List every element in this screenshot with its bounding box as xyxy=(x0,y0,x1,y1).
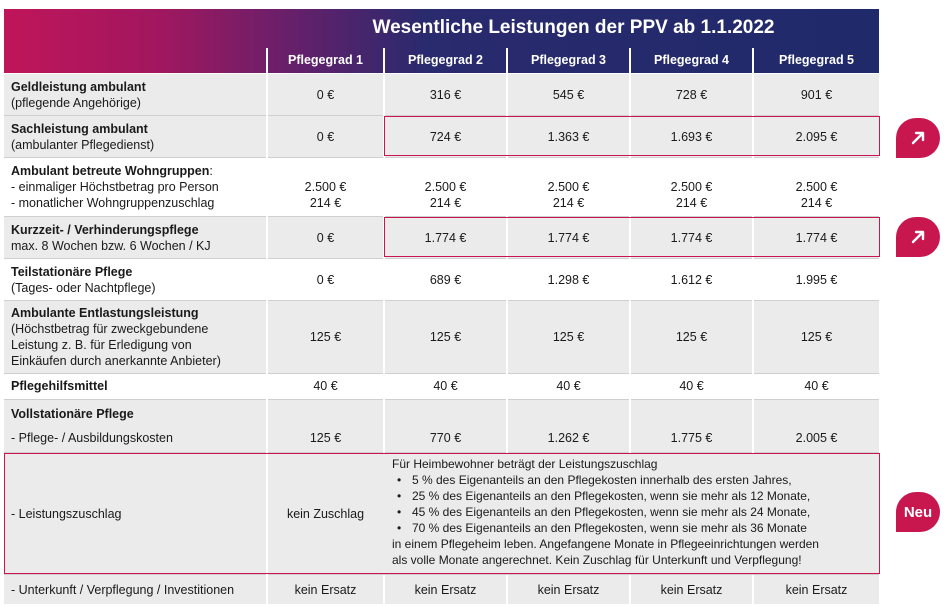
cell-entl-pg2: 125 € xyxy=(429,330,462,344)
cell-unter-pg2: kein Ersatz xyxy=(414,583,477,597)
cell-value: 2.500 € xyxy=(670,180,713,194)
row-subtitle: (Tages- oder Nachtpflege) xyxy=(11,281,156,295)
increase-badge-kurz xyxy=(896,217,940,257)
row-subtitle: Leistung z. B. für Erledigung von xyxy=(11,338,192,352)
row-label-wohn xyxy=(11,163,219,211)
cell-entl-pg1: 125 € xyxy=(309,330,342,344)
column-header-pg1: Pflegegrad 1 xyxy=(287,53,364,67)
row-title: Ambulante Entlastungsleistung xyxy=(11,306,199,320)
cell-value: 214 € xyxy=(309,196,342,210)
new-badge: Neu xyxy=(896,492,940,532)
note-bullet: • 5 % des Eigenanteils an den Pflegekosten innerhalb des ersten Jahres, xyxy=(392,472,877,488)
note-intro: Für Heimbewohner beträgt der Leistungszuschlag xyxy=(392,457,658,471)
cell-unter-pg5: kein Ersatz xyxy=(785,583,848,597)
cell-value: 2.500 € xyxy=(304,180,347,194)
row-label-voll xyxy=(11,406,134,422)
cell-value: 2.500 € xyxy=(547,180,590,194)
row-subtitle: (Höchstbetrag für zweckgebundene xyxy=(11,322,209,336)
row-sublabel-voll: - Pflege- / Ausbildungskosten xyxy=(11,431,173,445)
cell-voll-pg4: 1.775 € xyxy=(670,431,713,445)
row-subtitle: - monatlicher Wohngruppenzuschlag xyxy=(11,196,215,210)
row-divider xyxy=(4,399,879,400)
row-divider xyxy=(4,373,879,374)
note-outro: in einem Pflegeheim leben. Angefangene Monate in Pflegeeinrichtungen werden xyxy=(392,537,819,551)
cell-sach-pg4: 1.693 € xyxy=(670,130,713,144)
row-label-teil xyxy=(11,264,156,296)
row-title: Ambulant betreute Wohngruppen xyxy=(11,164,210,178)
cell-sach-pg5: 2.095 € xyxy=(795,130,838,144)
row-label-zuschlag: - Leistungszuschlag xyxy=(11,507,122,521)
cell-kurz-pg1: 0 € xyxy=(316,231,335,245)
row-subtitle: - einmaliger Höchstbetrag pro Person xyxy=(11,180,219,194)
cell-wohn-pg5 xyxy=(754,179,879,211)
cell-sach-pg2: 724 € xyxy=(429,130,462,144)
row-subtitle: Einkäufen durch anerkannte Anbieter) xyxy=(11,354,221,368)
cell-value: 214 € xyxy=(800,196,833,210)
row-title: Sachleistung ambulant xyxy=(11,122,148,136)
cell-entl-pg3: 125 € xyxy=(552,330,585,344)
cell-wohn-pg3 xyxy=(508,179,629,211)
cell-hilf-pg2: 40 € xyxy=(433,379,458,393)
cell-hilf-pg1: 40 € xyxy=(313,379,338,393)
cell-teil-pg3: 1.298 € xyxy=(547,273,590,287)
increase-badge-sach xyxy=(896,118,940,158)
cell-unter-pg4: kein Ersatz xyxy=(660,583,723,597)
cell-geld-pg1: 0 € xyxy=(316,88,335,102)
column-header-pg4: Pflegegrad 4 xyxy=(653,53,730,67)
cell-value: 2.500 € xyxy=(424,180,467,194)
row-divider xyxy=(4,574,879,575)
cell-value: 2.500 € xyxy=(795,180,838,194)
cell-geld-pg2: 316 € xyxy=(429,88,462,102)
row-label-entl xyxy=(11,305,221,369)
cell-kurz-pg3: 1.774 € xyxy=(547,231,590,245)
row-label-hilf xyxy=(11,378,108,394)
row-divider xyxy=(4,300,879,301)
row-label-sach xyxy=(11,121,154,153)
cell-value: 214 € xyxy=(675,196,708,210)
row-label-kurz xyxy=(11,222,211,254)
row-subtitle: (ambulanter Pflegedienst) xyxy=(11,138,155,152)
column-header-pg2: Pflegegrad 2 xyxy=(407,53,484,67)
row-title: Pflegehilfsmittel xyxy=(11,379,108,393)
cell-voll-pg3: 1.262 € xyxy=(547,431,590,445)
cell-geld-pg4: 728 € xyxy=(675,88,708,102)
row-subtitle: (pflegende Angehörige) xyxy=(11,96,141,110)
row-title: Teilstationäre Pflege xyxy=(11,265,133,279)
cell-wohn-pg4 xyxy=(631,179,752,211)
cell-teil-pg5: 1.995 € xyxy=(795,273,838,287)
note-bullet: • 45 % des Eigenanteils an den Pflegekosten, wenn sie mehr als 24 Monate, xyxy=(392,504,877,520)
row-label-unter: - Unterkunft / Verpflegung / Investitionen xyxy=(11,583,235,597)
cell-voll-pg2: 770 € xyxy=(429,431,462,445)
cell-zuschlag-pg1: kein Zuschlag xyxy=(286,507,365,521)
row-divider xyxy=(4,157,879,158)
cell-kurz-pg2: 1.774 € xyxy=(424,231,467,245)
cell-sach-pg1: 0 € xyxy=(316,130,335,144)
cell-sach-pg3: 1.363 € xyxy=(547,130,590,144)
row-title: Vollstationäre Pflege xyxy=(11,407,134,421)
cell-geld-pg3: 545 € xyxy=(552,88,585,102)
cell-wohn-pg2 xyxy=(385,179,506,211)
row-subtitle: max. 8 Wochen bzw. 6 Wochen / KJ xyxy=(11,239,211,253)
row-divider xyxy=(4,258,879,259)
cell-teil-pg2: 689 € xyxy=(429,273,462,287)
cell-entl-pg5: 125 € xyxy=(800,330,833,344)
cell-hilf-pg5: 40 € xyxy=(804,379,829,393)
note-outro: als volle Monate angerechnet. Kein Zuschlag für Unterkunft und Verpflegung! xyxy=(392,553,802,567)
note-bullet: • 25 % des Eigenanteils an den Pflegekosten, wenn sie mehr als 12 Monate, xyxy=(392,488,877,504)
cell-value: 214 € xyxy=(552,196,585,210)
cell-kurz-pg4: 1.774 € xyxy=(670,231,713,245)
cell-voll-pg5: 2.005 € xyxy=(795,431,838,445)
cell-hilf-pg3: 40 € xyxy=(556,379,581,393)
column-header-pg5: Pflegegrad 5 xyxy=(778,53,855,67)
cell-geld-pg5: 901 € xyxy=(800,88,833,102)
cell-hilf-pg4: 40 € xyxy=(679,379,704,393)
row-label-geld xyxy=(11,79,146,111)
highlight-box-zuschlag xyxy=(4,453,880,574)
cell-value: 214 € xyxy=(429,196,462,210)
cell-teil-pg4: 1.612 € xyxy=(670,273,713,287)
row-title-suffix: : xyxy=(209,164,213,178)
arrow-up-right-icon xyxy=(909,129,927,147)
column-header-pg3: Pflegegrad 3 xyxy=(530,53,607,67)
cell-unter-pg3: kein Ersatz xyxy=(537,583,600,597)
row-title: Geldleistung ambulant xyxy=(11,80,146,94)
cell-teil-pg1: 0 € xyxy=(316,273,335,287)
row-title: Kurzzeit- / Verhinderungspflege xyxy=(11,223,199,237)
cell-voll-pg1: 125 € xyxy=(309,431,342,445)
cell-entl-pg4: 125 € xyxy=(675,330,708,344)
arrow-up-right-icon xyxy=(909,228,927,246)
note-bullet: • 70 % des Eigenanteils an den Pflegekosten, wenn sie mehr als 36 Monate xyxy=(392,520,877,536)
highlight-box-kurz xyxy=(384,217,880,257)
page-title: Wesentliche Leistungen der PPV ab 1.1.2022 xyxy=(372,17,775,38)
cell-kurz-pg5: 1.774 € xyxy=(795,231,838,245)
highlight-box-sach xyxy=(384,116,880,156)
cell-wohn-pg1 xyxy=(268,179,383,211)
cell-unter-pg1: kein Ersatz xyxy=(294,583,357,597)
